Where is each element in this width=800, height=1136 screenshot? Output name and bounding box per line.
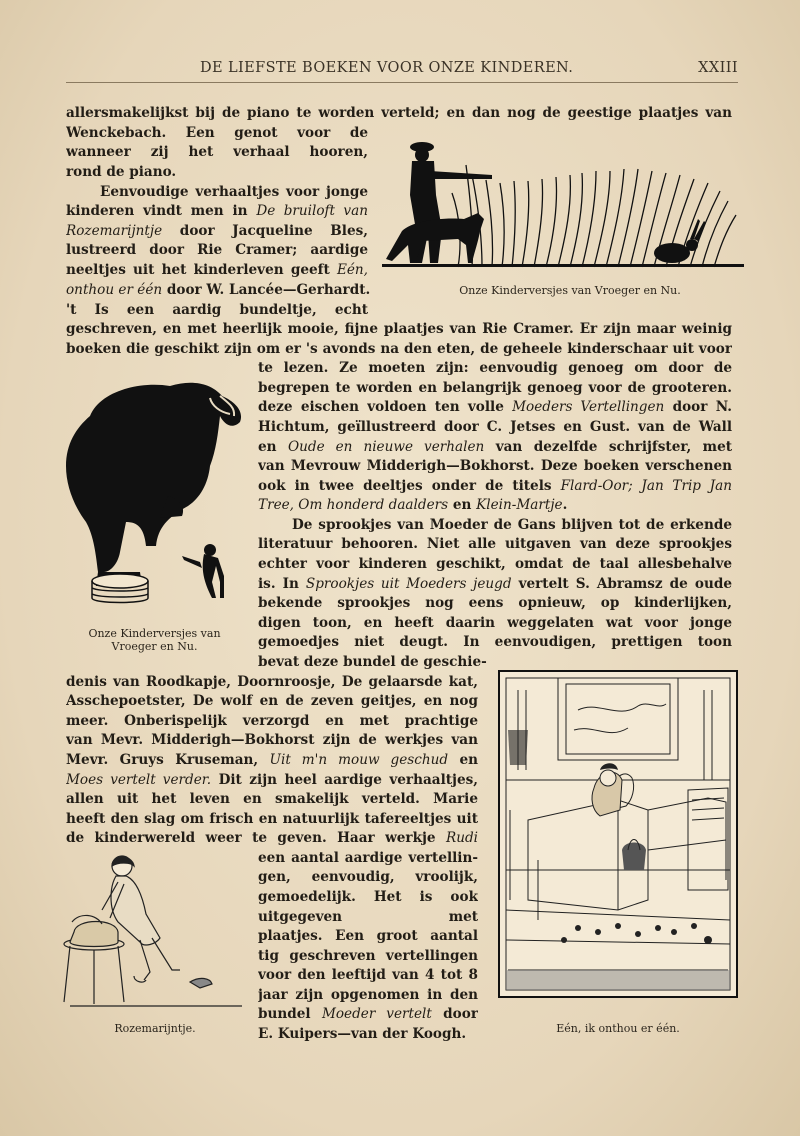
text-line	[258, 477, 732, 497]
text-line	[258, 555, 732, 575]
text-run: De sprookjes van Moeder de Gans blijven tot de erkende	[292, 517, 732, 533]
text-line	[258, 888, 478, 908]
text-line	[66, 124, 368, 144]
text-run: gen, eenvoudig, vroolijk,	[258, 869, 478, 885]
text-run: te lezen. Ze moeten zijn: eenvoudig genoeg om door de	[258, 360, 732, 376]
text-line	[66, 692, 478, 712]
elephant-caption-line1: Onze Kinderversjes van	[88, 627, 221, 640]
text-run: van dezelfde schrijfster, met	[495, 439, 732, 455]
text-run: literatuur behooren. Niet alle uitgaven van deze sprookjes	[258, 536, 732, 552]
classroom-caption: Eén, ik onthou er één.	[556, 1022, 680, 1035]
italic-title: onthou er één	[66, 282, 163, 298]
text-run: de kinderwereld weer te geven. Haar werkje	[66, 830, 446, 846]
text-run: voor den leeftijd van 4 tot 8	[258, 967, 478, 983]
text-line	[258, 1005, 478, 1025]
text-line	[258, 398, 732, 418]
text-line	[258, 614, 732, 634]
text-line	[100, 183, 368, 203]
text-run: boeken die geschikt zijn om er 's avonds na den eten, de geheele kinderschaar uit voor	[66, 341, 732, 357]
text-line	[66, 281, 370, 301]
text-line	[258, 986, 478, 1006]
header-rule	[66, 82, 738, 83]
italic-title: Moeders Vertellingen	[512, 399, 665, 415]
text-run: 't Is een aardig bundeltje, echt	[66, 302, 368, 318]
text-line	[258, 849, 478, 869]
text-run: door Jacqueline Bles,	[179, 223, 368, 239]
text-run: jaar zijn opgenomen in den	[258, 987, 478, 1003]
text-run: plaatjes. Een groot aantal	[258, 928, 478, 944]
elephant-caption	[72, 627, 237, 653]
text-line	[258, 868, 478, 888]
text-run: Asschepoetster, De wolf en de zeven geitjes, en nog	[66, 693, 478, 709]
italic-title: Oude en nieuwe verhalen	[287, 439, 485, 455]
text-line	[258, 418, 732, 438]
text-line	[66, 222, 368, 242]
text-line	[66, 104, 732, 124]
italic-title: Klein-Martje	[476, 497, 563, 513]
text-line	[66, 202, 368, 222]
text-run: neeltjes uit het kinderleven geeft	[66, 262, 337, 278]
text-run: kinderen vindt men in	[66, 203, 257, 219]
text-run: bekende sprookjes nog eens opnieuw, op kinderlijken,	[258, 595, 732, 611]
text-run: digen toon, en heeft daarin weggelaten wat voor jonge	[258, 615, 732, 631]
text-line	[66, 261, 368, 281]
text-run: is. In	[258, 576, 306, 592]
text-line	[258, 927, 478, 947]
hunter-caption: Onze Kinderversjes van Vroeger en Nu.	[459, 284, 681, 297]
text-line	[66, 810, 478, 830]
italic-title: Eén,	[336, 262, 368, 278]
text-line	[258, 379, 732, 399]
running-header	[200, 60, 738, 80]
text-line	[66, 163, 176, 183]
text-line	[258, 438, 732, 458]
text-line	[258, 633, 732, 653]
text-run: geschreven, en met heerlijk mooie, fijne plaatjes van Rie Cramer. Er zijn maar weinig	[66, 321, 732, 337]
text-line	[66, 673, 478, 693]
header-title: DE LIEFSTE BOEKEN VOOR ONZE KINDEREN.	[200, 60, 574, 76]
text-run: en	[448, 752, 478, 768]
text-run: en	[448, 497, 477, 513]
text-line	[258, 594, 732, 614]
text-run: van Mevrouw Midderigh—Bokhorst. Deze boeken verschenen	[258, 458, 732, 474]
page-number: XXIII	[698, 60, 738, 76]
text-line	[66, 712, 478, 732]
text-line	[258, 947, 478, 967]
text-line	[66, 241, 368, 261]
text-run: lustreerd door Rie Cramer; aardige	[66, 242, 368, 258]
text-run: gemoedjes niet deugt. In eenvoudigen, prettigen toon	[258, 634, 732, 650]
text-run: een aantal aardige vertellin-	[258, 850, 478, 866]
italic-title: Rozemarijntje	[66, 223, 163, 239]
text-line	[66, 340, 732, 360]
elephant-silhouette-illustration	[60, 376, 246, 608]
rozemarijntje-illustration	[60, 852, 246, 1010]
text-line	[66, 320, 732, 340]
text-run: deze eischen voldoen ten volle	[258, 399, 513, 415]
italic-title: Sprookjes uit Moeders jeugd	[305, 576, 512, 592]
text-run: van Mevr. Midderigh—Bokhorst zijn de werkjes van	[66, 732, 478, 748]
text-run: Mevr. Gruys Kruseman,	[66, 752, 270, 768]
text-line	[66, 771, 478, 791]
rozemarijntje-caption: Rozemarijntje.	[114, 1022, 196, 1035]
italic-title: Rudi	[445, 830, 478, 846]
text-run: tig geschreven vertellingen	[258, 948, 478, 964]
text-line	[258, 653, 487, 673]
text-run: door N.	[672, 399, 732, 415]
text-run: rond de piano.	[66, 164, 177, 180]
text-run: echter voor kinderen geschikt, omdat de taal allesbehalve	[258, 556, 732, 572]
hunter-silhouette-illustration	[382, 135, 744, 270]
italic-title: Flard-Oor; Jan Trip Jan	[560, 478, 732, 494]
text-run: door W. Lancée—Gerhardt.	[162, 282, 371, 298]
text-run: ook in twee deeltjes onder de titels	[258, 478, 561, 494]
text-run: en	[258, 439, 288, 455]
text-line	[258, 359, 732, 379]
text-run: vertelt S. Abramsz de oude	[511, 576, 732, 592]
text-line	[66, 790, 478, 810]
text-line	[66, 143, 368, 163]
text-run: heeft den slag om frisch en natuurlijk tafereeltjes uit	[66, 811, 478, 827]
text-line	[292, 516, 732, 536]
text-run: denis van Roodkapje, Doornroosje, De gelaarsde kat,	[66, 674, 478, 690]
italic-title: Tree, Om honderd daalders	[258, 497, 449, 513]
text-run: wanneer zij het verhaal hooren,	[66, 144, 368, 160]
text-line	[258, 575, 732, 595]
text-run: Hichtum, geïllustreerd door C. Jetses en Gust. van de Wall	[258, 419, 732, 435]
text-run: bevat deze bundel de geschie-	[258, 654, 487, 670]
text-run: allen uit het leven en smakelijk verteld. Marie	[66, 791, 478, 807]
text-run: bundel	[258, 1006, 322, 1022]
text-run: Dit zijn heel aardige verhaaltjes,	[211, 772, 478, 788]
text-line	[66, 731, 478, 751]
text-line	[66, 751, 478, 771]
text-line	[258, 908, 478, 928]
text-run: E. Kuipers—van der Koogh.	[258, 1026, 467, 1042]
text-line	[258, 496, 567, 516]
text-run: meer. Onberispelijk verzorgd en met prachtige	[66, 713, 478, 729]
text-run: door	[431, 1006, 478, 1022]
italic-title: Moes vertelt verder.	[66, 772, 212, 788]
text-run: gemoedelijk. Het is ook	[258, 889, 478, 905]
text-run: allersmakelijkst bij de piano te worden verteld; en dan nog de geestige plaatjes van	[66, 105, 732, 121]
text-run: .	[562, 497, 568, 513]
italic-title: De bruiloft van	[256, 203, 368, 219]
text-run: uitgegeven met	[258, 909, 478, 925]
text-line	[258, 1025, 466, 1045]
italic-title: Uit m'n mouw geschud	[269, 752, 449, 768]
classroom-illustration	[498, 670, 738, 998]
text-line	[66, 829, 478, 849]
elephant-caption-line2: Vroeger en Nu.	[111, 640, 198, 653]
text-line	[258, 966, 478, 986]
text-run: Eenvoudige verhaaltjes voor jonge	[100, 184, 368, 200]
text-run: begrepen te worden en belangrijk genoeg voor de grooteren.	[258, 380, 732, 396]
italic-title: Moeder vertelt	[321, 1006, 432, 1022]
text-run: Wenckebach. Een genot voor de	[66, 125, 368, 141]
text-line	[66, 301, 368, 321]
text-line	[258, 535, 732, 555]
text-line	[258, 457, 732, 477]
